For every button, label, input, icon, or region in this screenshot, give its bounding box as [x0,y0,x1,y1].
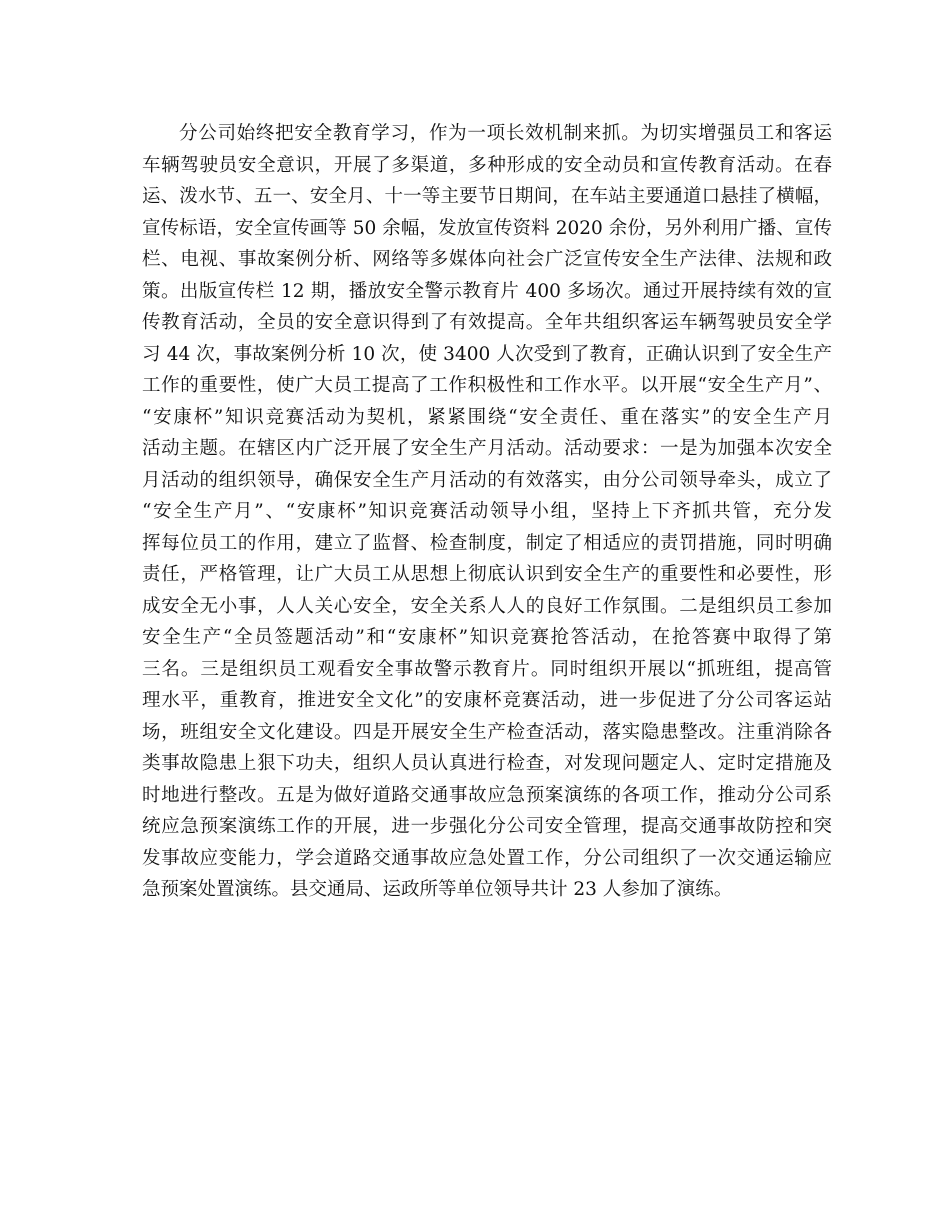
paragraph-line: 急预案处置演练。县交通局、运政所等单位领导共计 23 人参加了演练。 [142,879,733,900]
paragraph-line: 发事故应变能力，学会道路交通事故应急处置工作，分公司组织了一次交通运输应 [142,847,832,869]
body-paragraph [142,118,832,906]
paragraph-line: 宣传标语，安全宣传画等 50 余幅，发放宣传资料 2020 余份，另外利用广播、宣传 [142,217,832,239]
paragraph-line: 车辆驾驶员安全意识，开展了多渠道，多种形成的安全动员和宣传教育活动。在春 [142,154,832,176]
paragraph-line: 类事故隐患上狠下功夫，组织人员认真进行检查，对发现问题定人、定时定措施及 [142,753,832,774]
paragraph-line: “安康杯”知识竞赛活动为契机，紧紧围绕“安全责任、重在落实”的安全生产月 [142,406,832,428]
paragraph-line: 理水平，重教育，推进安全文化”的安康杯竞赛活动，进一步促进了分公司客运站 [142,690,832,711]
paragraph-line: 三名。三是组织员工观看安全事故警示教育片。同时组织开展以“抓班组，提高管 [142,658,832,680]
paragraph-line: 运、泼水节、五一、安全月、十一等主要节日期间，在车站主要通道口悬挂了横幅， [142,186,832,207]
paragraph-line: 月活动的组织领导，确保安全生产月活动的有效落实，由分公司领导牵头，成立了 [142,469,832,491]
paragraph-line: 时地进行整改。五是为做好道路交通事故应急预案演练的各项工作，推动分公司系 [142,784,832,806]
paragraph-line: “安全生产月”、“安康杯”知识竞赛活动领导小组，坚持上下齐抓共管，充分发 [142,501,832,522]
paragraph-line: 责任，严格管理，让广大员工从思想上彻底认识到安全生产的重要性和必要性，形 [142,564,832,585]
paragraph-line: 安全生产“全员签题活动”和“安康杯”知识竞赛抢答活动，在抢答赛中取得了第 [142,627,832,648]
paragraph-line: 策。出版宣传栏 12 期，播放安全警示教育片 400 多场次。通过开展持续有效的宣 [142,280,832,302]
paragraph-line: 传教育活动，全员的安全意识得到了有效提高。全年共组织客运车辆驾驶员安全学 [142,312,832,333]
paragraph-line: 成安全无小事，人人关心安全，安全关系人人的良好工作氛围。二是组织员工参加 [142,595,832,617]
paragraph-line: 场，班组安全文化建设。四是开展安全生产检查活动，落实隐患整改。注重消除各 [142,721,832,743]
paragraph-line: 活动主题。在辖区内广泛开展了安全生产月活动。活动要求：一是为加强本次安全 [142,438,832,459]
paragraph-line: 分公司始终把安全教育学习，作为一项长效机制来抓。为切实增强员工和客运 [179,123,832,144]
paragraph-line: 栏、电视、事故案例分析、网络等多媒体向社会广泛宣传安全生产法律、法规和政 [142,249,832,270]
paragraph-line: 挥每位员工的作用，建立了监督、检查制度，制定了相适应的责罚措施，同时明确 [142,532,832,554]
paragraph-line: 工作的重要性，使广大员工提高了工作积极性和工作水平。以开展“安全生产月”、 [142,375,832,396]
paragraph-line: 习 44 次，事故案例分析 10 次，使 3400 人次受到了教育，正确认识到了安全生产 [142,343,832,365]
paragraph-line: 统应急预案演练工作的开展，进一步强化分公司安全管理，提高交通事故防控和突 [142,816,832,837]
